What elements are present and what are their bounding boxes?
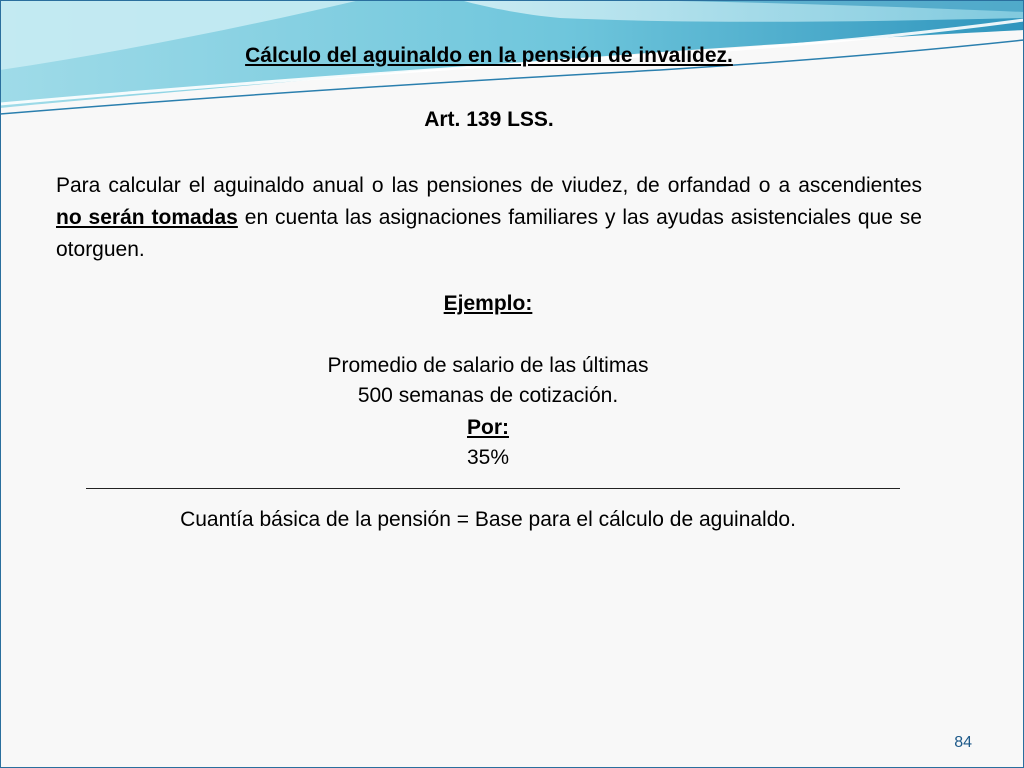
operator-label: Por: [467,416,509,439]
slide-title: Cálculo del aguinaldo en la pensión de invalidez. [245,44,733,67]
percentage-value: 35% [466,446,510,469]
body-paragraph [56,170,922,266]
example-line-1: Promedio de salario de las últimas [327,354,649,377]
paragraph-text-after: en cuenta las asignaciones familiares y las ayudas asistenciales que se otorguen. [56,206,922,261]
result-line: Cuantía básica de la pensión = Base para el cálculo de aguinaldo. [180,508,796,531]
paragraph-emphasis: no serán tomadas [56,206,238,229]
example-line-2: 500 semanas de cotización. [357,384,619,407]
page-number: 84 [954,734,972,751]
fraction-divider [86,488,900,489]
example-heading: Ejemplo: [443,292,533,315]
article-reference: Art. 139 LSS. [424,108,554,131]
paragraph-text-before: Para calcular el aguinaldo anual o las pensiones de viudez, de orfandad o a ascendientes [56,174,922,197]
